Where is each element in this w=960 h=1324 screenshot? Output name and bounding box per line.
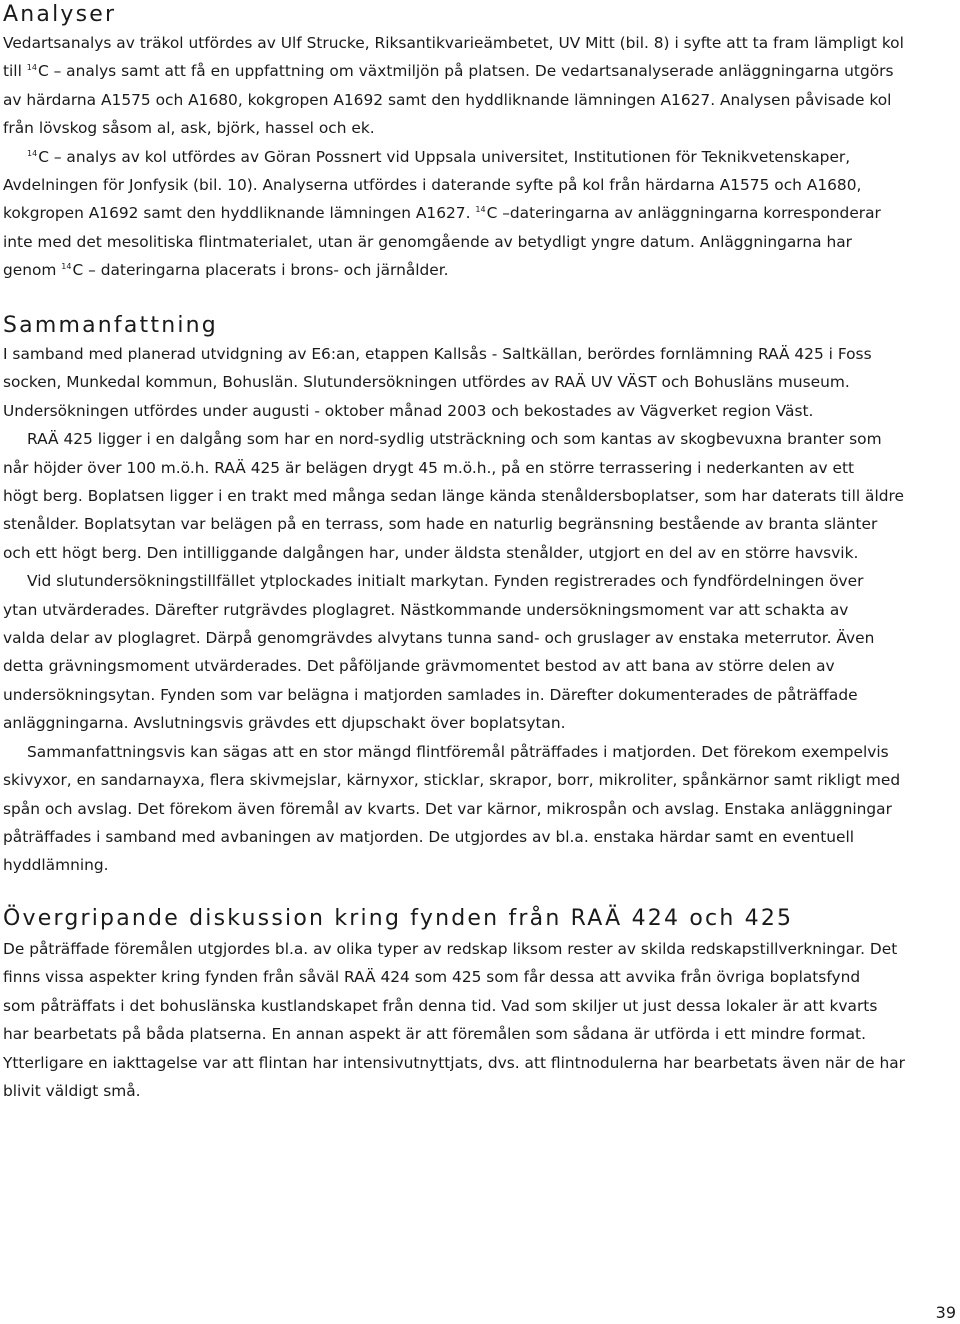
- paragraph-c14-analys: [3, 143, 904, 285]
- paragraph-diskussion-1: [3, 935, 905, 1105]
- text-line: stenålder. Boplatsytan var belägen på en terrass, som hade en naturlig begränsning bestående av branta slänter: [3, 515, 878, 534]
- text-line: från lövskog såsom al, ask, björk, hassel och ek.: [3, 119, 375, 138]
- heading-sammanfattning: Sammanfattning: [3, 313, 218, 338]
- text-line: av härdarna A1575 och A1680, kokgropen A1692 samt den hyddliknande lämningen A1627. Analysen påvisade kol: [3, 90, 892, 109]
- superscript-14: 14: [27, 148, 38, 158]
- text-line: undersökningsytan. Fynden som var belägna i matjorden samlades in. Därefter dokumenterades de påträffade: [3, 685, 858, 704]
- text-line: socken, Munkedal kommun, Bohuslän. Slutundersökningen utfördes av RAÄ UV VÄST och Bohusläns museum.: [3, 373, 850, 392]
- superscript-14: 14: [26, 63, 37, 73]
- superscript-14: 14: [475, 205, 486, 215]
- text-line: påträffades i samband med avbaningen av matjorden. De utgjordes av bl.a. enstaka härdar samt en eventuell: [3, 827, 855, 846]
- text-line: Undersökningen utfördes under augusti - oktober månad 2003 och bekostades av Vägverket region Väst.: [3, 401, 814, 420]
- text-line: Ytterligare en iakttagelse var att flintan har intensivutnyttjats, dvs. att flintnodulerna har bearbetats även när de har: [3, 1053, 906, 1072]
- section-sammanfattning-body: [3, 340, 904, 880]
- text-line: Vid slutundersökningstillfället ytplockades initialt markytan. Fynden registrerades och fyndfördelningen över: [27, 572, 864, 591]
- text-line: genom $^{14}$C – dateringarna placerats i brons- och järnålder.: [3, 261, 449, 280]
- text-line: inte med det mesolitiska flintmaterialet, utan är genomgående av betydligt yngre datum. Anläggningarna har: [3, 232, 852, 251]
- text-line: Sammanfattningsvis kan sägas att en stor mängd flintföremål påträffades i matjorden. Det förekom exempelvis: [27, 742, 889, 761]
- page-number: 39: [935, 1303, 956, 1322]
- text-line: som påträffats i det bohuslänska kustlandskapet från denna tid. Vad som skiljer ut just dessa lokaler är att kvarts: [3, 996, 878, 1015]
- text-line: når höjder över 100 m.ö.h. RAÄ 425 är belägen drygt 45 m.ö.h., på en större terrassering i nederkanten av ett: [3, 458, 855, 477]
- paragraph-vedartsanalys: [3, 29, 904, 143]
- text-line: finns vissa aspekter kring fynden från såväl RAÄ 424 som 425 som får dessa att avvika från övriga boplatsfynd: [3, 968, 861, 987]
- text-line: $^{14}$C – analys av kol utfördes av Göran Possnert vid Uppsala universitet, Institutionen för Teknikvetenskaper,: [27, 147, 851, 166]
- paragraph-sammanfattning-3: [3, 567, 904, 737]
- text-line: detta grävningsmoment utvärderades. Det påföljande grävmomentet bestod av att bana av större delen av: [3, 657, 835, 676]
- paragraph-sammanfattning-1: [3, 340, 904, 425]
- text-line: ytan utvärderades. Därefter rutgrävdes ploglagret. Nästkommande undersökningsmoment var att schakta av: [3, 600, 849, 619]
- text-line: skivyxor, en sandarnayxa, flera skivmejslar, kärnyxor, sticklar, skrapor, borr, mikroliter, spånkärnor samt rikligt med: [3, 771, 901, 790]
- text-line: blivit väldigt små.: [3, 1082, 141, 1101]
- text-line: Avdelningen för Jonfysik (bil. 10). Analyserna utfördes i daterande syfte på kol från härdarna A1575 och A1680,: [3, 176, 862, 195]
- paragraph-sammanfattning-4: [3, 738, 904, 880]
- text-line: Vedartsanalys av träkol utfördes av Ulf Strucke, Riksantikvarieämbetet, UV Mitt (bil. 8) i syfte att ta fram lämpligt kol: [3, 34, 904, 52]
- heading-diskussion: Övergripande diskussion kring fynden från RAÄ 424 och 425: [3, 906, 794, 931]
- paragraph-sammanfattning-2: [3, 425, 904, 567]
- text-line: har bearbetats på båda platserna. En annan aspekt är att föremålen som sådana är utförda i ett mindre format.: [3, 1025, 866, 1044]
- text-line: I samband med planerad utvidgning av E6:an, etappen Kallsås - Saltkällan, berördes fornlämning RAÄ 425 i Foss: [3, 345, 872, 363]
- text-line: till $^{14}$C – analys samt att få en uppfattning om växtmiljön på platsen. De vedartsanalyserade anläggningarna utgörs: [3, 62, 894, 81]
- heading-analyser: Analyser: [3, 2, 117, 27]
- text-line: valda delar av ploglagret. Därpå genomgrävdes alvytans tunna sand- och gruslager av enstaka meterrutor. Även: [3, 629, 875, 648]
- text-line: kokgropen A1692 samt den hyddliknande lämningen A1627. $^{14}$C –dateringarna av anläggningarna korresponderar: [3, 204, 881, 223]
- text-line: anläggningarna. Avslutningsvis grävdes ett djupschakt över boplatsytan.: [3, 714, 566, 733]
- text-line: RAÄ 425 ligger i en dalgång som har en nord-sydlig utsträckning och som kantas av skogbevuxna branter som: [27, 430, 882, 449]
- superscript-14: 14: [61, 262, 72, 272]
- text-line: högt berg. Boplatsen ligger i en trakt med många sedan länge kända stenåldersboplatser, som har daterats till äldre: [3, 487, 904, 506]
- text-line: De påträffade föremålen utgjordes bl.a. av olika typer av redskap liksom rester av skilda redskapstillverkningar. Det: [3, 940, 898, 958]
- text-line: och ett högt berg. Den intilliggande dalgången har, under äldsta stenålder, utgjort en del av en större havsvik.: [3, 543, 859, 562]
- text-line: hyddlämning.: [3, 856, 109, 875]
- text-line: spån och avslag. Det förekom även föremål av kvarts. Det var kärnor, mikrospån och avslag. Enstaka anläggningar: [3, 799, 892, 818]
- section-diskussion-body: [3, 935, 905, 1105]
- section-analyser-body: [3, 29, 904, 285]
